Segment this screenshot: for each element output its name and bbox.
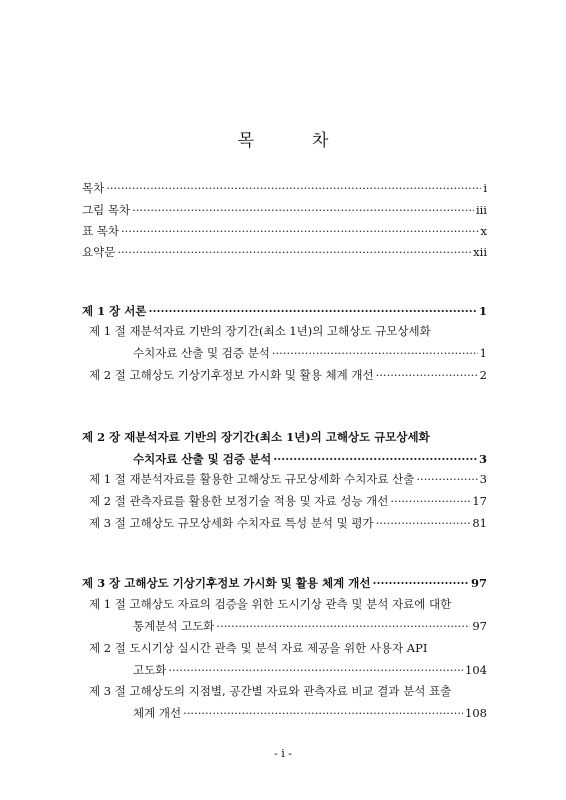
toc-section-label: 제 2 절 고해상도 기상기후정보 가시화 및 활용 체계 개선 (89, 368, 374, 382)
toc-section-3-2[interactable] (133, 663, 487, 677)
toc-section-3-3-line1[interactable]: 제 3 절 고해상도의 지점별, 공간별 자료와 관측자료 비교 결과 분석 표출 (89, 684, 452, 698)
toc-entry-front-4[interactable] (82, 245, 487, 259)
toc-entry-front-1[interactable] (82, 181, 487, 195)
toc-entry-front-2[interactable] (82, 203, 487, 217)
toc-entry-page: i (483, 181, 487, 195)
toc-section-3-1-line1[interactable]: 제 1 절 고해상도 자료의 검증을 위한 도시기상 관측 및 분석 자료에 대한 (89, 597, 452, 611)
toc-section-1-2[interactable] (89, 368, 487, 382)
toc-chapter-page: 97 (470, 576, 487, 590)
toc-section-label: 제 1 절 재분석자료를 활용한 고해상도 규모상세화 수치자료 산출 (89, 472, 415, 486)
toc-entry-front-3[interactable] (82, 224, 487, 238)
page-title (0, 126, 566, 151)
toc-entry-page: x (480, 224, 487, 238)
toc-section-label: 고도화 (133, 663, 167, 677)
toc-chapter-label: 제 1 장 서론 (82, 304, 147, 318)
toc-section-label: 제 2 절 관측자료를 활용한 보정기술 적용 및 자료 성능 개선 (89, 494, 389, 508)
toc-chapter-page: 1 (478, 304, 487, 318)
toc-entry-page: iii (475, 203, 487, 217)
toc-entry-label: 표 목차 (82, 224, 119, 238)
toc-chapter-label: 수치자료 산출 및 검증 분석 (133, 452, 272, 466)
page-number-footer: - i - (274, 747, 292, 760)
toc-section-label: 통계분석 고도화 (133, 619, 215, 633)
toc-entry-label: 그림 목차 (82, 203, 131, 217)
title-part1: 목 (237, 131, 254, 151)
toc-section-3-2-line1[interactable]: 제 2 절 도시기상 실시간 관측 및 분석 자료 제공을 위한 사용자 API (89, 641, 428, 655)
toc-chapter-1[interactable] (82, 304, 487, 318)
toc-chapter-2-line1[interactable]: 제 2 장 재분석자료 기반의 장기간(최소 1년)의 고해상도 규모상세화 (82, 430, 430, 444)
toc-section-3-3[interactable] (133, 706, 487, 720)
toc-entry-label: 요약문 (82, 245, 116, 259)
toc-section-page: 2 (479, 368, 487, 382)
toc-section-label: 수치자료 산출 및 검증 분석 (133, 346, 270, 360)
toc-chapter-page: 3 (478, 452, 487, 466)
title-part2: 차 (312, 131, 329, 151)
toc-section-label: 제 3 절 고해상도 규모상세화 수치자료 특성 분석 및 평가 (89, 516, 374, 530)
toc-section-2-3[interactable] (89, 516, 487, 530)
toc-section-label: 체계 개선 (133, 706, 182, 720)
toc-section-page: 3 (479, 472, 487, 486)
toc-chapter-label: 제 3 장 고해상도 기상기후정보 가시화 및 활용 체계 개선 (82, 576, 371, 590)
toc-section-page: 17 (472, 494, 487, 508)
toc-section-page: 97 (472, 619, 487, 633)
toc-chapter-3[interactable] (82, 576, 487, 590)
toc-section-3-1[interactable] (133, 619, 487, 633)
toc-section-1-1-line1[interactable]: 제 1 절 재분석자료 기반의 장기간(최소 1년)의 고해상도 규모상세화 (89, 324, 431, 338)
toc-entry-label: 목차 (82, 181, 105, 195)
toc-section-page: 81 (472, 516, 487, 530)
toc-section-page: 1 (479, 346, 487, 360)
toc-entry-page: xii (473, 245, 487, 259)
toc-section-2-2[interactable] (89, 494, 487, 508)
toc-section-1-1[interactable] (133, 346, 487, 360)
toc-section-page: 108 (465, 706, 487, 720)
toc-section-page: 104 (465, 663, 487, 677)
toc-section-2-1[interactable] (89, 472, 487, 486)
toc-chapter-2[interactable] (133, 452, 487, 466)
